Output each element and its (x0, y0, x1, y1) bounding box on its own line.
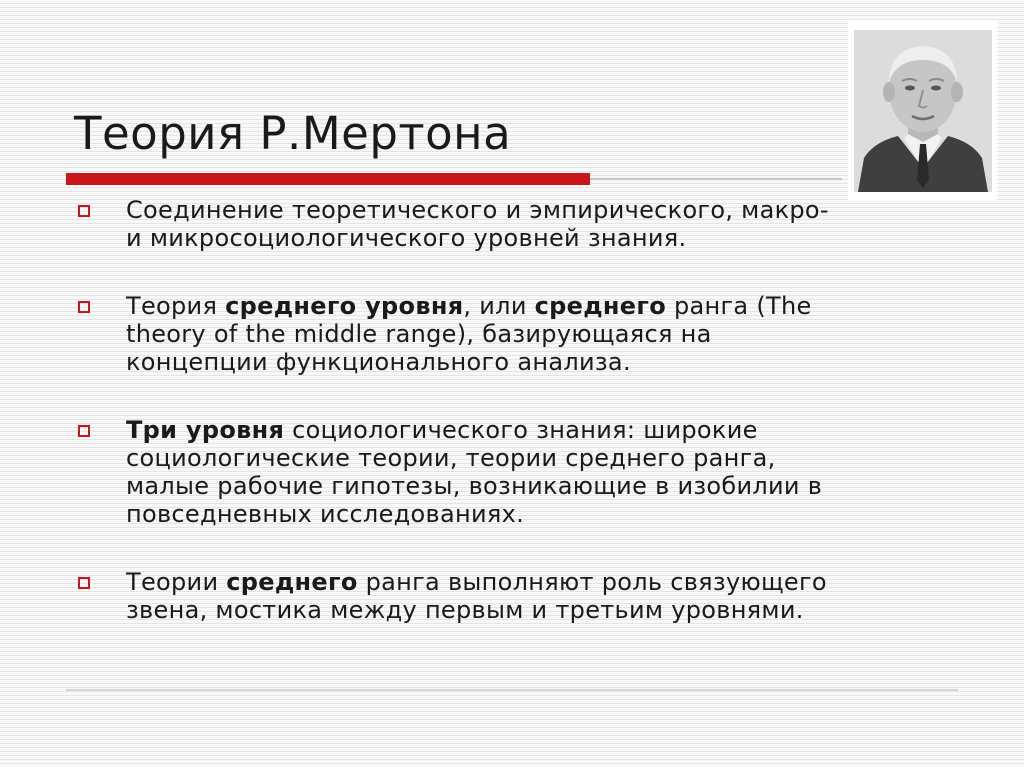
bold-text: среднего уровня (225, 292, 464, 320)
text-run: theory of the middle range), базирующаяся на (126, 320, 712, 348)
portrait-photo (848, 20, 998, 200)
text-run: звена, мостика между первым и третьим уровнями. (126, 596, 804, 624)
bold-text: среднего (534, 292, 667, 320)
hollow-square-icon (78, 425, 90, 437)
slide-title: Теория Р.Мертона (74, 107, 512, 160)
text-run: Соединение теоретического и эмпирического, макро- (126, 196, 829, 224)
text-run: и микросоциологического уровней знания. (126, 224, 687, 252)
text-run: ранга выполняют роль связующего (357, 568, 827, 596)
bullet-line (126, 348, 956, 376)
text-run: социологического знания: широкие (284, 416, 758, 444)
bullet-text (126, 416, 956, 528)
text-run: Теория (126, 292, 226, 320)
title-underline (66, 173, 842, 185)
title-underline-thin (590, 178, 842, 180)
bullet-line (126, 568, 956, 596)
bullet-line (126, 472, 956, 500)
bold-text: Три уровня (126, 416, 285, 444)
bullet-line (126, 224, 956, 252)
hollow-square-icon (78, 301, 90, 313)
text-run: социологические теории, теории среднего ранга, (126, 444, 776, 472)
text-run: ранга (The (666, 292, 812, 320)
bullet-text (126, 292, 956, 376)
bullet-line (126, 292, 956, 320)
text-run: , или (463, 292, 535, 320)
text-run: концепции функционального анализа. (126, 348, 631, 376)
bold-text: среднего (226, 568, 358, 596)
text-run: Теории (126, 568, 227, 596)
bullet-line (126, 416, 956, 444)
hollow-square-icon (78, 577, 90, 589)
text-run: повседневных исследованиях. (126, 500, 525, 528)
bullet-line (126, 500, 956, 528)
bullet-line (126, 196, 956, 224)
bullet-text (126, 568, 956, 624)
bullet-text (126, 196, 956, 252)
title-underline-accent (66, 173, 590, 185)
footer-divider (66, 689, 958, 691)
hollow-square-icon (78, 205, 90, 217)
bullet-line (126, 596, 956, 624)
bullet-line (126, 320, 956, 348)
portrait-image (854, 30, 992, 192)
text-run: малые рабочие гипотезы, возникающие в изобилии в (126, 472, 823, 500)
bullet-line (126, 444, 956, 472)
